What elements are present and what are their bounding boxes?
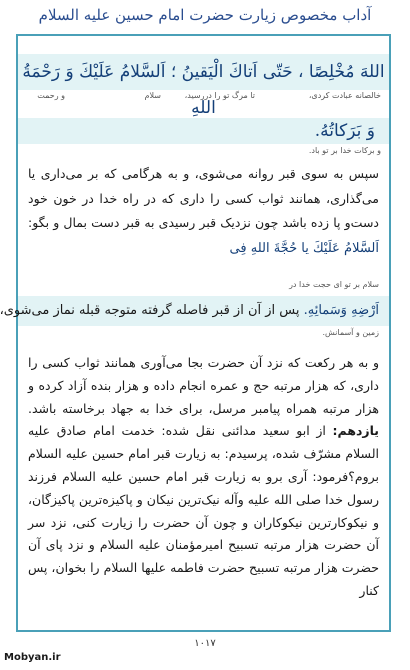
translation-segment-1: خالصانه عبادت کردی، <box>308 91 381 100</box>
translation-segment-2: تا مرگ تو را دررسید، <box>184 91 255 100</box>
paragraph-1-text: سپس به سوی قبر روانه می‌شوی، و به هرگامی که بر می‌داری یا می‌گذاری، همانند ثواب کسی را داری که در راه خدا در خون خود دست‌و پا زده باشد چون نزدیک قبر رسیدی به قبر دست بمال و بگو: <box>28 166 379 230</box>
band-3-text: پس از آن از قبر فاصله گرفته متوجه قبله نماز می‌شوی، <box>0 303 300 318</box>
content-frame <box>0 34 391 632</box>
translation-segment-4: و رحمت <box>37 91 65 100</box>
arabic-line-2: وَ بَرَكاتُهُ. <box>18 118 389 144</box>
paragraph-2-part-2: از ابو سعید مدائنی نقل شده: خدمت امام صادق عليه السلام مشرّف شده، پرسیدم: به زیارت قبر امام حسین عليه السلام بروم؟فرمود: آری برو به زیارت قبر امام حسین عليه السلام فرزند رسول خدا صلى الله عليه وآله نیک‌ترین نیکان و پاکیزه‌ترین پاکیزگان، و نیکوکارترین نیکوکاران و چون آن حضرت را زیارت کنی، نزد سر آن حضرت هزار مرتبه تسبیح امیرمؤمنان عليه السلام و نزد پای آن حضرت هزار مرتبه تسبیح حضرت فاطمه عليها السلام را بخوان، پس کنار <box>28 423 379 598</box>
paragraph-2-label: یازدهم: <box>332 423 379 439</box>
paragraph-1 <box>28 162 379 261</box>
band-3-arabic: اَرْضِهِ وَسَمائِهِ. <box>303 303 379 318</box>
page-number: ۱۰۱۷ <box>194 638 216 649</box>
translation-row-2 <box>24 146 383 160</box>
translation-small-2: زمین و آسمانش. <box>322 328 379 337</box>
paragraph-2-part-1: و به هر رکعت که نزد آن حضرت بجا می‌آوری همانند ثواب کسی را داری، که هزار مرتبه حج و عمره انجام داده و هزار بنده آزاد کرده و هزار مرتبه همراه پیامبر مرسل، برای خدا به جهاد برخاسته باشد. <box>28 355 379 416</box>
site-watermark: Mobyan.ir <box>4 652 61 663</box>
paragraph-2 <box>28 352 379 603</box>
translation-segment-3: سلام <box>144 91 161 100</box>
arabic-band-3 <box>0 296 389 326</box>
translation-row-1 <box>24 91 383 105</box>
paragraph-1-arabic: اَلسَّلامُ عَلَيْكَ يا حُجَّةَ اللهِ فِى <box>229 240 379 256</box>
page-header-title: آداب مخصوص زیارت حضرت امام حسین عليه السلام <box>38 6 372 24</box>
arabic-line-1: اللهَ مُخْلِصًا ، حَتّى اَتاكَ الْيَقينُ ؛ اَلسَّلامُ عَلَيْكَ وَ رَحْمَةُ اللهِ <box>18 54 389 90</box>
translation-segment-blessing: و برکات خدا بر تو باد. <box>308 146 381 155</box>
translation-small-1: سلام بر تو ای حجت خدا در <box>289 280 379 289</box>
